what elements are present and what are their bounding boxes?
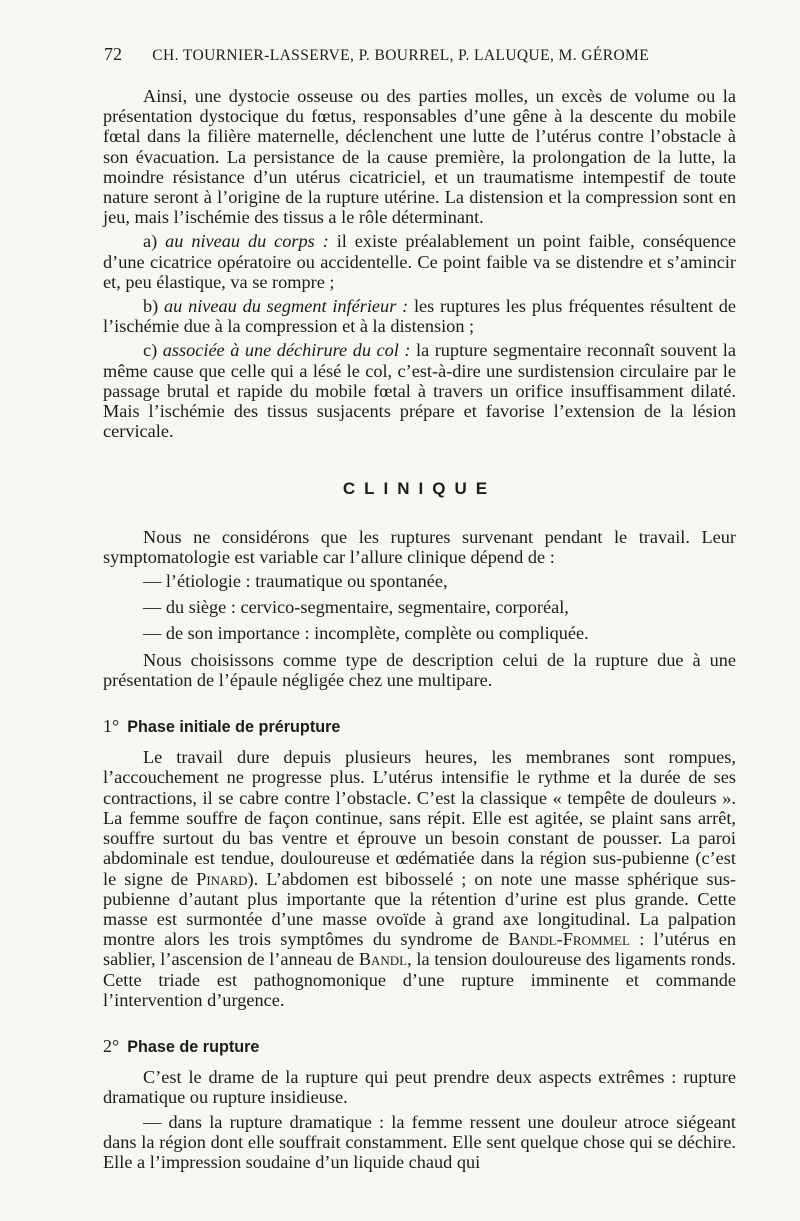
item-b-label: b) — [143, 296, 159, 317]
phase1-paragraph — [103, 747, 736, 1010]
body-text — [103, 86, 736, 1176]
phase1-heading — [103, 716, 736, 737]
header-authors: CH. TOURNIER-LASSERVE, P. BOURREL, P. LALUQUE, M. GÉROME — [152, 47, 650, 64]
list-item: — l’étiologie : traumatique ou spontanée, — [143, 571, 448, 592]
clinique-description: Nous choisissons comme type de description celui de la rupture due à une présentation de l’épaule négligée chez une multipare. — [103, 649, 736, 690]
item-b — [103, 296, 736, 336]
item-a-heading: au niveau du corps : — [165, 231, 329, 252]
item-a-text: il existe préalablement un point faible, conséquence d’une cicatrice opératoire ou accidentelle. Ce point faible va se distendre et s’amincir et, peu élastique, va se rompre ; — [103, 231, 736, 292]
phase2-number: 2° — [103, 1035, 120, 1056]
clinique-intro: Nous ne considérons que les ruptures survenant pendant le travail. Leur symptomatologie est variable car l’allure clinique dépend de : — [103, 526, 736, 567]
phase2-heading — [103, 1036, 736, 1057]
running-header — [104, 44, 744, 65]
phase1-text-3: : l’utérus en sablier, l’ascension de l’anneau de — [103, 929, 736, 970]
item-c-text: la rupture segmentaire reconnaît souvent la même cause que celle qui a lésé le col, c’est-à-dire une surdistension circulaire par le passage brutal et rapide du mobile fœtal à travers un orifice insuffisamment dilaté. Mais l’ischémie des tissus susjacents prépare et favorise l’extension de la lésion cervicale. — [103, 340, 736, 442]
phase2-dramatic: — dans la rupture dramatique : la femme ressent une douleur atroce siégeant dans la région dont elle souffrait constamment. Elle sent quelque chose qui se déchire. Elle a l’impression soudaine d’un liquide chaud qui — [103, 1111, 736, 1172]
phase1-number: 1° — [103, 716, 120, 737]
section-title: CLINIQUE — [342, 479, 497, 499]
name-bandl-frommel: Bandl-Frommel — [508, 929, 630, 950]
name-bandl: Bandl — [358, 949, 408, 970]
name-pinard: Pinard — [196, 868, 248, 889]
item-b-heading: au niveau du segment inférieur : — [164, 296, 409, 317]
list-item: — de son importance : incomplète, complète ou compliquée. — [143, 623, 589, 644]
phase1-title: Phase initiale de prérupture — [127, 718, 341, 737]
item-a — [103, 231, 736, 292]
item-c-label: c) — [143, 340, 158, 361]
phase1-text-1: Le travail dure depuis plusieurs heures, les membranes sont rompues, l’accouchement ne progresse plus. L’utérus intensifie le rythme et la durée de ses contractions, il se cabre contre l’obstacle. C’est la classique « tempête de douleurs ». La femme souffre de façon continue, sans répit. Elle est agitée, se plaint sans arrêt, souffre surtout du bas ventre et éprouve un besoin constant de pousser. La paroi abdominale est tendue, douloureuse et œdématiée dans la région sus-pubienne (c’est le signe de — [103, 747, 736, 889]
page-number: 72 — [104, 44, 122, 64]
phase2-title: Phase de rupture — [127, 1037, 260, 1056]
item-c — [103, 340, 736, 441]
phase1-text-2: ). L’abdomen est bibosselé ; on note une masse sphérique sus-pubienne d’autant plus importante que la rétention d’urine est plus grande. Cette masse est surmontée d’une masse ovoïde à grand axe longitudinal. La palpation montre alors les trois symptômes du syndrome de — [103, 868, 736, 950]
item-b-text: les ruptures les plus fréquentes résultent de l’ischémie due à la compression et à la distension ; — [103, 296, 736, 337]
intro-paragraph: Ainsi, une dystocie osseuse ou des parties molles, un excès de volume ou la présentation dystocique du fœtus, responsables d’une gêne à la descente du mobile fœtal dans la filière maternelle, déclenchent une lutte de l’utérus contre l’obstacle à son évacuation. La persistance de la cause première, la prolongation de la lutte, la moindre résistance d’un utérus cicatriciel, et un traumatisme intempestif de toute nature seront à l’origine de la rupture utérine. La distension et la compression sont en jeu, mais l’ischémie des tissus a le rôle déterminant. — [103, 86, 736, 228]
item-a-label: a) — [143, 231, 158, 252]
phase2-paragraph: C’est le drame de la rupture qui peut prendre deux aspects extrêmes : rupture dramatique ou rupture insidieuse. — [103, 1067, 736, 1108]
list-item: — du siège : cervico-segmentaire, segmentaire, corporéal, — [143, 597, 569, 618]
item-c-heading: associée à une déchirure du col : — [162, 340, 411, 361]
phase1-text-4: , la tension douloureuse des ligaments ronds. Cette triade est pathognomonique d’une rupture imminente et commande l’intervention d’urgence. — [103, 949, 736, 1010]
